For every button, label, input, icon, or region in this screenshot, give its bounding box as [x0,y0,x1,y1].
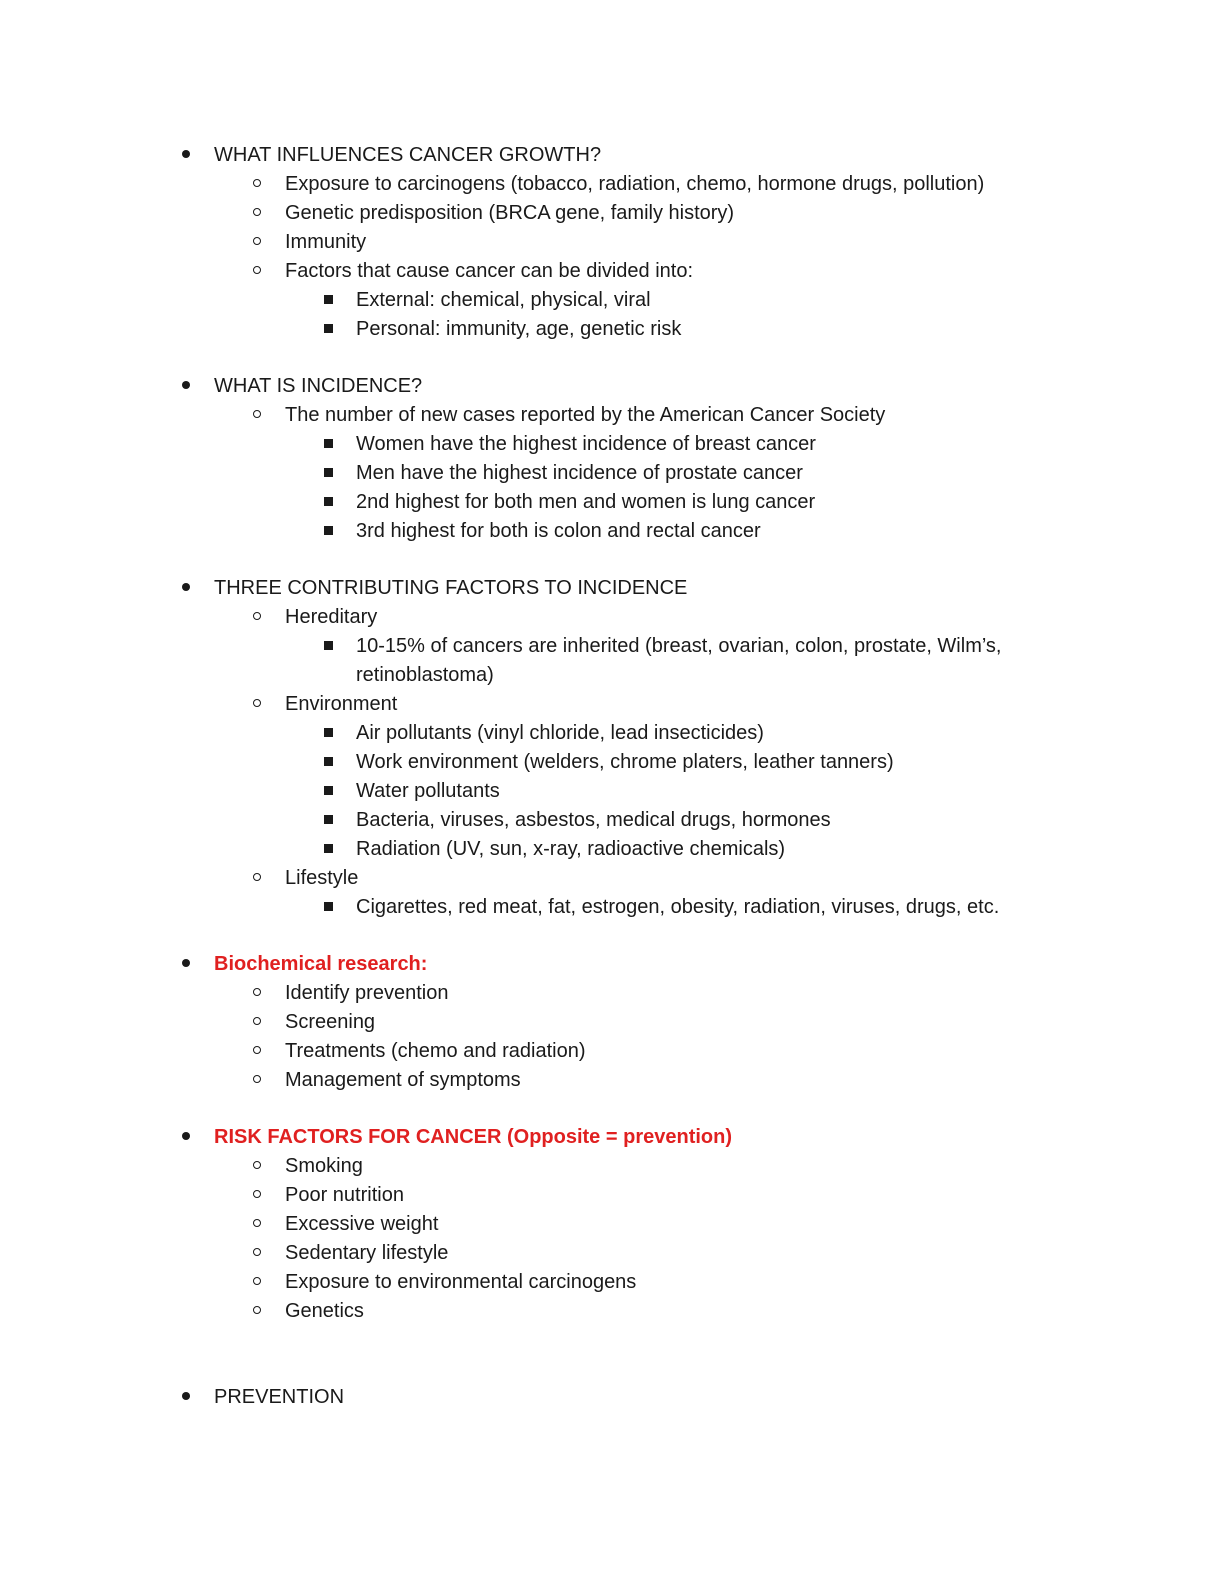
hollow-circle-bullet-icon [247,1297,267,1326]
list-item-text: Excessive weight [285,1213,439,1235]
hollow-circle-bullet-icon [247,1239,267,1268]
filled-circle-bullet-icon [176,1123,196,1152]
hollow-circle-bullet-icon [247,228,267,257]
hollow-circle-bullet-icon [247,257,267,286]
section-title: WHAT INFLUENCES CANCER GROWTH? [214,144,602,166]
list-item [0,979,1224,1008]
list-item [0,1037,1224,1066]
sub-list-item [0,777,1224,806]
list-item [0,1066,1224,1095]
hollow-circle-bullet-icon [247,199,267,228]
sub-list-item-text: 10-15% of cancers are inherited (breast, ovarian, colon, prostate, Wilm’s, retinoblastoma) [356,635,1002,686]
sub-list-item-text: Air pollutants (vinyl chloride, lead insecticides) [356,722,764,744]
square-bullet-icon [318,719,338,748]
list-item-text: Smoking [285,1155,363,1177]
section-title: PREVENTION [214,1386,345,1408]
square-bullet-icon [318,488,338,517]
section-spacer [0,922,1224,950]
section-heading [0,1123,1224,1152]
list-item [0,199,1224,228]
hollow-circle-bullet-icon [247,979,267,1008]
square-bullet-icon [318,315,338,344]
section-spacer [0,546,1224,574]
square-bullet-icon [318,286,338,315]
sub-list-item-text: Personal: immunity, age, genetic risk [356,318,682,340]
sub-list-item [0,517,1224,546]
section-title: THREE CONTRIBUTING FACTORS TO INCIDENCE [214,577,688,599]
sub-list-item-text: Women have the highest incidence of breast cancer [356,433,816,455]
section-title: Biochemical research: [214,953,428,975]
sub-list-item [0,806,1224,835]
filled-circle-bullet-icon [176,372,196,401]
list-item [0,1297,1224,1326]
list-item-text: Exposure to carcinogens (tobacco, radiation, chemo, hormone drugs, pollution) [285,173,985,195]
list-item-text: Management of symptoms [285,1069,521,1091]
hollow-circle-bullet-icon [247,1210,267,1239]
filled-circle-bullet-icon [176,574,196,603]
square-bullet-icon [318,517,338,546]
list-item-text: Screening [285,1011,376,1033]
square-bullet-icon [318,777,338,806]
section-spacer [0,344,1224,372]
sub-list-item [0,286,1224,315]
sub-list-item [0,315,1224,344]
square-bullet-icon [318,835,338,864]
filled-circle-bullet-icon [176,141,196,170]
sub-list-item [0,748,1224,777]
filled-circle-bullet-icon [176,950,196,979]
list-item-text: Lifestyle [285,867,359,889]
sub-list-item [0,893,1224,922]
filled-circle-bullet-icon [176,1383,196,1412]
list-item-text: Poor nutrition [285,1184,404,1206]
sub-list-item [0,430,1224,459]
list-item-text: Hereditary [285,606,378,628]
list-item [0,1268,1224,1297]
list-item-text: Sedentary lifestyle [285,1242,449,1264]
list-item-text: Immunity [285,231,367,253]
list-item [0,690,1224,719]
list-item [0,864,1224,893]
list-item [0,1008,1224,1037]
list-item [0,1239,1224,1268]
list-item-text: Identify prevention [285,982,449,1004]
list-item [0,170,1224,199]
hollow-circle-bullet-icon [247,401,267,430]
hollow-circle-bullet-icon [247,690,267,719]
section-heading [0,141,1224,170]
list-item-text: Exposure to environmental carcinogens [285,1271,637,1293]
section-heading [0,950,1224,979]
list-item [0,401,1224,430]
square-bullet-icon [318,430,338,459]
section-title: WHAT IS INCIDENCE? [214,375,423,397]
sub-list-item-text: Bacteria, viruses, asbestos, medical drugs, hormones [356,809,831,831]
sub-list-item-text: 2nd highest for both men and women is lung cancer [356,491,816,513]
sub-list-item-text: Cigarettes, red meat, fat, estrogen, obesity, radiation, viruses, drugs, etc. [356,896,1000,918]
hollow-circle-bullet-icon [247,1152,267,1181]
square-bullet-icon [318,459,338,488]
hollow-circle-bullet-icon [247,1066,267,1095]
list-item-text: Factors that cause cancer can be divided into: [285,260,694,282]
list-item-text: Environment [285,693,398,715]
list-item [0,257,1224,286]
section-spacer [0,1095,1224,1123]
list-item-text: The number of new cases reported by the American Cancer Society [285,404,886,426]
sub-list-item [0,835,1224,864]
document-body [0,141,1224,1412]
hollow-circle-bullet-icon [247,1268,267,1297]
list-item-text: Treatments (chemo and radiation) [285,1040,586,1062]
hollow-circle-bullet-icon [247,603,267,632]
hollow-circle-bullet-icon [247,1037,267,1066]
sub-list-item [0,488,1224,517]
list-item [0,1152,1224,1181]
section-heading [0,574,1224,603]
sub-list-item-text: Work environment (welders, chrome platers, leather tanners) [356,751,894,773]
section-spacer [0,1326,1224,1383]
list-item [0,228,1224,257]
list-item [0,1210,1224,1239]
sub-list-item [0,459,1224,488]
sub-list-item-text: Radiation (UV, sun, x-ray, radioactive chemicals) [356,838,786,860]
hollow-circle-bullet-icon [247,1181,267,1210]
hollow-circle-bullet-icon [247,170,267,199]
sub-list-item-text: Water pollutants [356,780,500,802]
sub-list-item [0,632,1224,690]
hollow-circle-bullet-icon [247,864,267,893]
list-item [0,603,1224,632]
square-bullet-icon [318,893,338,922]
square-bullet-icon [318,632,338,661]
section-heading [0,372,1224,401]
square-bullet-icon [318,748,338,777]
section-heading [0,1383,1224,1412]
sub-list-item [0,719,1224,748]
list-item-text: Genetics [285,1300,364,1322]
list-item [0,1181,1224,1210]
square-bullet-icon [318,806,338,835]
hollow-circle-bullet-icon [247,1008,267,1037]
list-item-text: Genetic predisposition (BRCA gene, family history) [285,202,735,224]
sub-list-item-text: 3rd highest for both is colon and rectal cancer [356,520,761,542]
section-title: RISK FACTORS FOR CANCER (Opposite = prevention) [214,1126,732,1148]
sub-list-item-text: Men have the highest incidence of prostate cancer [356,462,803,484]
sub-list-item-text: External: chemical, physical, viral [356,289,651,311]
